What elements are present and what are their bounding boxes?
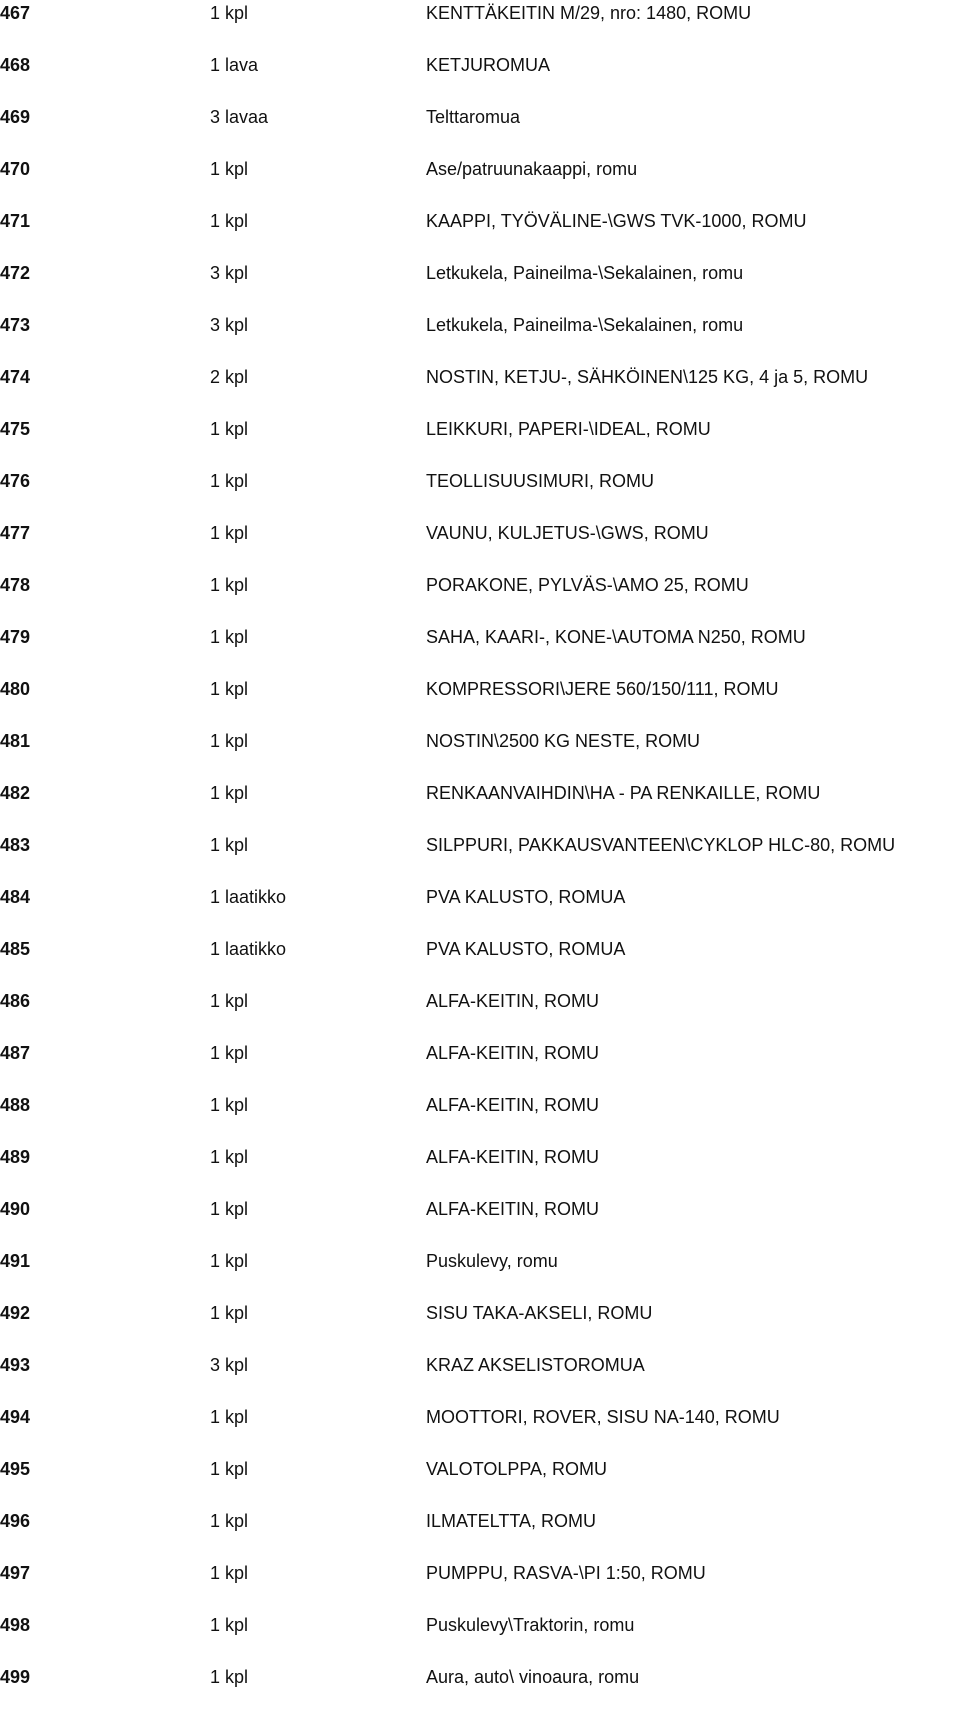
item-quantity: 1 kpl xyxy=(210,1251,249,1271)
item-quantity: 1 kpl xyxy=(210,3,249,23)
list-item xyxy=(0,676,960,728)
item-number: 469 xyxy=(0,107,31,127)
item-number: 482 xyxy=(0,783,31,803)
item-number: 475 xyxy=(0,419,31,439)
item-quantity: 1 kpl xyxy=(210,1563,249,1583)
list-item xyxy=(0,416,960,468)
item-number: 472 xyxy=(0,263,31,283)
item-description: SILPPURI, PAKKAUSVANTEEN\CYKLOP HLC-80, ROMU xyxy=(426,835,896,855)
item-quantity: 1 kpl xyxy=(210,1095,249,1115)
list-item xyxy=(0,260,960,312)
item-number: 473 xyxy=(0,315,31,335)
item-description: ALFA-KEITIN, ROMU xyxy=(426,991,600,1011)
list-item xyxy=(0,52,960,104)
item-number: 484 xyxy=(0,887,31,907)
item-number: 486 xyxy=(0,991,31,1011)
list-item xyxy=(0,884,960,936)
item-description: LEIKKURI, PAPERI-\IDEAL, ROMU xyxy=(426,419,711,439)
item-quantity: 1 kpl xyxy=(210,731,249,751)
item-quantity: 1 laatikko xyxy=(210,887,287,907)
item-number: 493 xyxy=(0,1355,31,1375)
item-description: SAHA, KAARI-, KONE-\AUTOMA N250, ROMU xyxy=(426,627,806,647)
list-item xyxy=(0,1144,960,1196)
item-number: 485 xyxy=(0,939,31,959)
item-description: PUMPPU, RASVA-\PI 1:50, ROMU xyxy=(426,1563,706,1583)
item-quantity: 1 kpl xyxy=(210,1615,249,1635)
item-quantity: 1 kpl xyxy=(210,1043,249,1063)
item-number: 468 xyxy=(0,55,31,75)
item-number: 471 xyxy=(0,211,31,231)
item-number: 498 xyxy=(0,1615,31,1635)
item-description: Puskulevy, romu xyxy=(426,1251,558,1271)
list-item xyxy=(0,1456,960,1508)
list-item xyxy=(0,156,960,208)
list-item xyxy=(0,728,960,780)
item-quantity: 1 kpl xyxy=(210,835,249,855)
item-number: 470 xyxy=(0,159,31,179)
list-item xyxy=(0,312,960,364)
item-quantity: 1 lava xyxy=(210,55,259,75)
item-description: KRAZ AKSELISTOROMUA xyxy=(426,1355,645,1375)
list-item xyxy=(0,624,960,676)
item-quantity: 1 kpl xyxy=(210,211,249,231)
list-item xyxy=(0,1300,960,1352)
item-description: Telttaromua xyxy=(426,107,521,127)
item-quantity: 2 kpl xyxy=(210,367,249,387)
list-item xyxy=(0,936,960,988)
item-quantity: 1 kpl xyxy=(210,523,249,543)
item-number: 496 xyxy=(0,1511,31,1531)
list-item xyxy=(0,1404,960,1456)
item-quantity: 1 kpl xyxy=(210,159,249,179)
list-item xyxy=(0,1196,960,1248)
item-quantity: 1 kpl xyxy=(210,679,249,699)
item-quantity: 1 kpl xyxy=(210,1303,249,1323)
item-number: 467 xyxy=(0,3,31,23)
item-number: 495 xyxy=(0,1459,31,1479)
item-description: KENTTÄKEITIN M/29, nro: 1480, ROMU xyxy=(426,3,752,23)
list-item xyxy=(0,1508,960,1560)
item-quantity: 1 kpl xyxy=(210,1199,249,1219)
item-number: 487 xyxy=(0,1043,31,1063)
item-description: NOSTIN\2500 KG NESTE, ROMU xyxy=(426,731,701,751)
item-description: KAAPPI, TYÖVÄLINE-\GWS TVK-1000, ROMU xyxy=(426,211,807,231)
item-quantity: 1 kpl xyxy=(210,991,249,1011)
item-description: SISU TAKA-AKSELI, ROMU xyxy=(426,1303,653,1323)
item-description: KETJUROMUA xyxy=(426,55,551,75)
item-description: ALFA-KEITIN, ROMU xyxy=(426,1147,600,1167)
item-number: 488 xyxy=(0,1095,31,1115)
list-item xyxy=(0,1092,960,1144)
list-item xyxy=(0,208,960,260)
item-number: 497 xyxy=(0,1563,31,1583)
item-description: PORAKONE, PYLVÄS-\AMO 25, ROMU xyxy=(426,575,749,595)
list-item xyxy=(0,520,960,572)
item-number: 491 xyxy=(0,1251,31,1271)
item-description: MOOTTORI, ROVER, SISU NA-140, ROMU xyxy=(426,1407,780,1427)
item-quantity: 1 kpl xyxy=(210,783,249,803)
item-quantity: 1 kpl xyxy=(210,627,249,647)
item-quantity: 1 laatikko xyxy=(210,939,287,959)
item-description: Puskulevy\Traktorin, romu xyxy=(426,1615,635,1635)
item-quantity: 1 kpl xyxy=(210,419,249,439)
list-item xyxy=(0,0,960,52)
item-quantity: 1 kpl xyxy=(210,1667,249,1687)
item-description: Aura, auto\ vinoaura, romu xyxy=(426,1667,640,1687)
list-item xyxy=(0,1560,960,1612)
item-description: Letkukela, Paineilma-\Sekalainen, romu xyxy=(426,315,744,335)
list-item xyxy=(0,988,960,1040)
item-number: 480 xyxy=(0,679,31,699)
item-description: ALFA-KEITIN, ROMU xyxy=(426,1043,600,1063)
item-description: PVA KALUSTO, ROMUA xyxy=(426,887,626,907)
item-description: VALOTOLPPA, ROMU xyxy=(426,1459,608,1479)
item-quantity: 1 kpl xyxy=(210,575,249,595)
item-number: 492 xyxy=(0,1303,31,1323)
item-quantity: 3 kpl xyxy=(210,1355,249,1375)
item-number: 499 xyxy=(0,1667,31,1687)
item-number: 490 xyxy=(0,1199,31,1219)
item-number: 476 xyxy=(0,471,31,491)
item-number: 479 xyxy=(0,627,31,647)
item-description: NOSTIN, KETJU-, SÄHKÖINEN\125 KG, 4 ja 5, ROMU xyxy=(426,367,869,387)
list-item xyxy=(0,104,960,156)
item-number: 474 xyxy=(0,367,31,387)
list-item xyxy=(0,468,960,520)
list-item xyxy=(0,1664,960,1716)
item-description: PVA KALUSTO, ROMUA xyxy=(426,939,626,959)
item-quantity: 3 lavaa xyxy=(210,107,269,127)
item-number: 494 xyxy=(0,1407,31,1427)
item-quantity: 1 kpl xyxy=(210,1511,249,1531)
item-description: ALFA-KEITIN, ROMU xyxy=(426,1095,600,1115)
item-number: 489 xyxy=(0,1147,31,1167)
list-item xyxy=(0,780,960,832)
list-item xyxy=(0,572,960,624)
item-quantity: 1 kpl xyxy=(210,471,249,491)
item-number: 481 xyxy=(0,731,31,751)
item-quantity: 3 kpl xyxy=(210,315,249,335)
list-item xyxy=(0,364,960,416)
item-number: 483 xyxy=(0,835,31,855)
item-quantity: 1 kpl xyxy=(210,1407,249,1427)
item-number: 478 xyxy=(0,575,31,595)
item-description: VAUNU, KULJETUS-\GWS, ROMU xyxy=(426,523,709,543)
item-description: ALFA-KEITIN, ROMU xyxy=(426,1199,600,1219)
list-item xyxy=(0,832,960,884)
item-quantity: 1 kpl xyxy=(210,1147,249,1167)
list-item xyxy=(0,1040,960,1092)
item-quantity: 1 kpl xyxy=(210,1459,249,1479)
item-description: RENKAANVAIHDIN\HA - PA RENKAILLE, ROMU xyxy=(426,783,821,803)
item-description: ILMATELTTA, ROMU xyxy=(426,1511,597,1531)
item-number: 477 xyxy=(0,523,31,543)
item-description: Letkukela, Paineilma-\Sekalainen, romu xyxy=(426,263,744,283)
item-description: KOMPRESSORI\JERE 560/150/111, ROMU xyxy=(426,679,779,699)
item-description: Ase/patruunakaappi, romu xyxy=(426,159,638,179)
list-item xyxy=(0,1248,960,1300)
item-description: TEOLLISUUSIMURI, ROMU xyxy=(426,471,655,491)
list-item xyxy=(0,1612,960,1664)
item-quantity: 3 kpl xyxy=(210,263,249,283)
list-item xyxy=(0,1352,960,1404)
